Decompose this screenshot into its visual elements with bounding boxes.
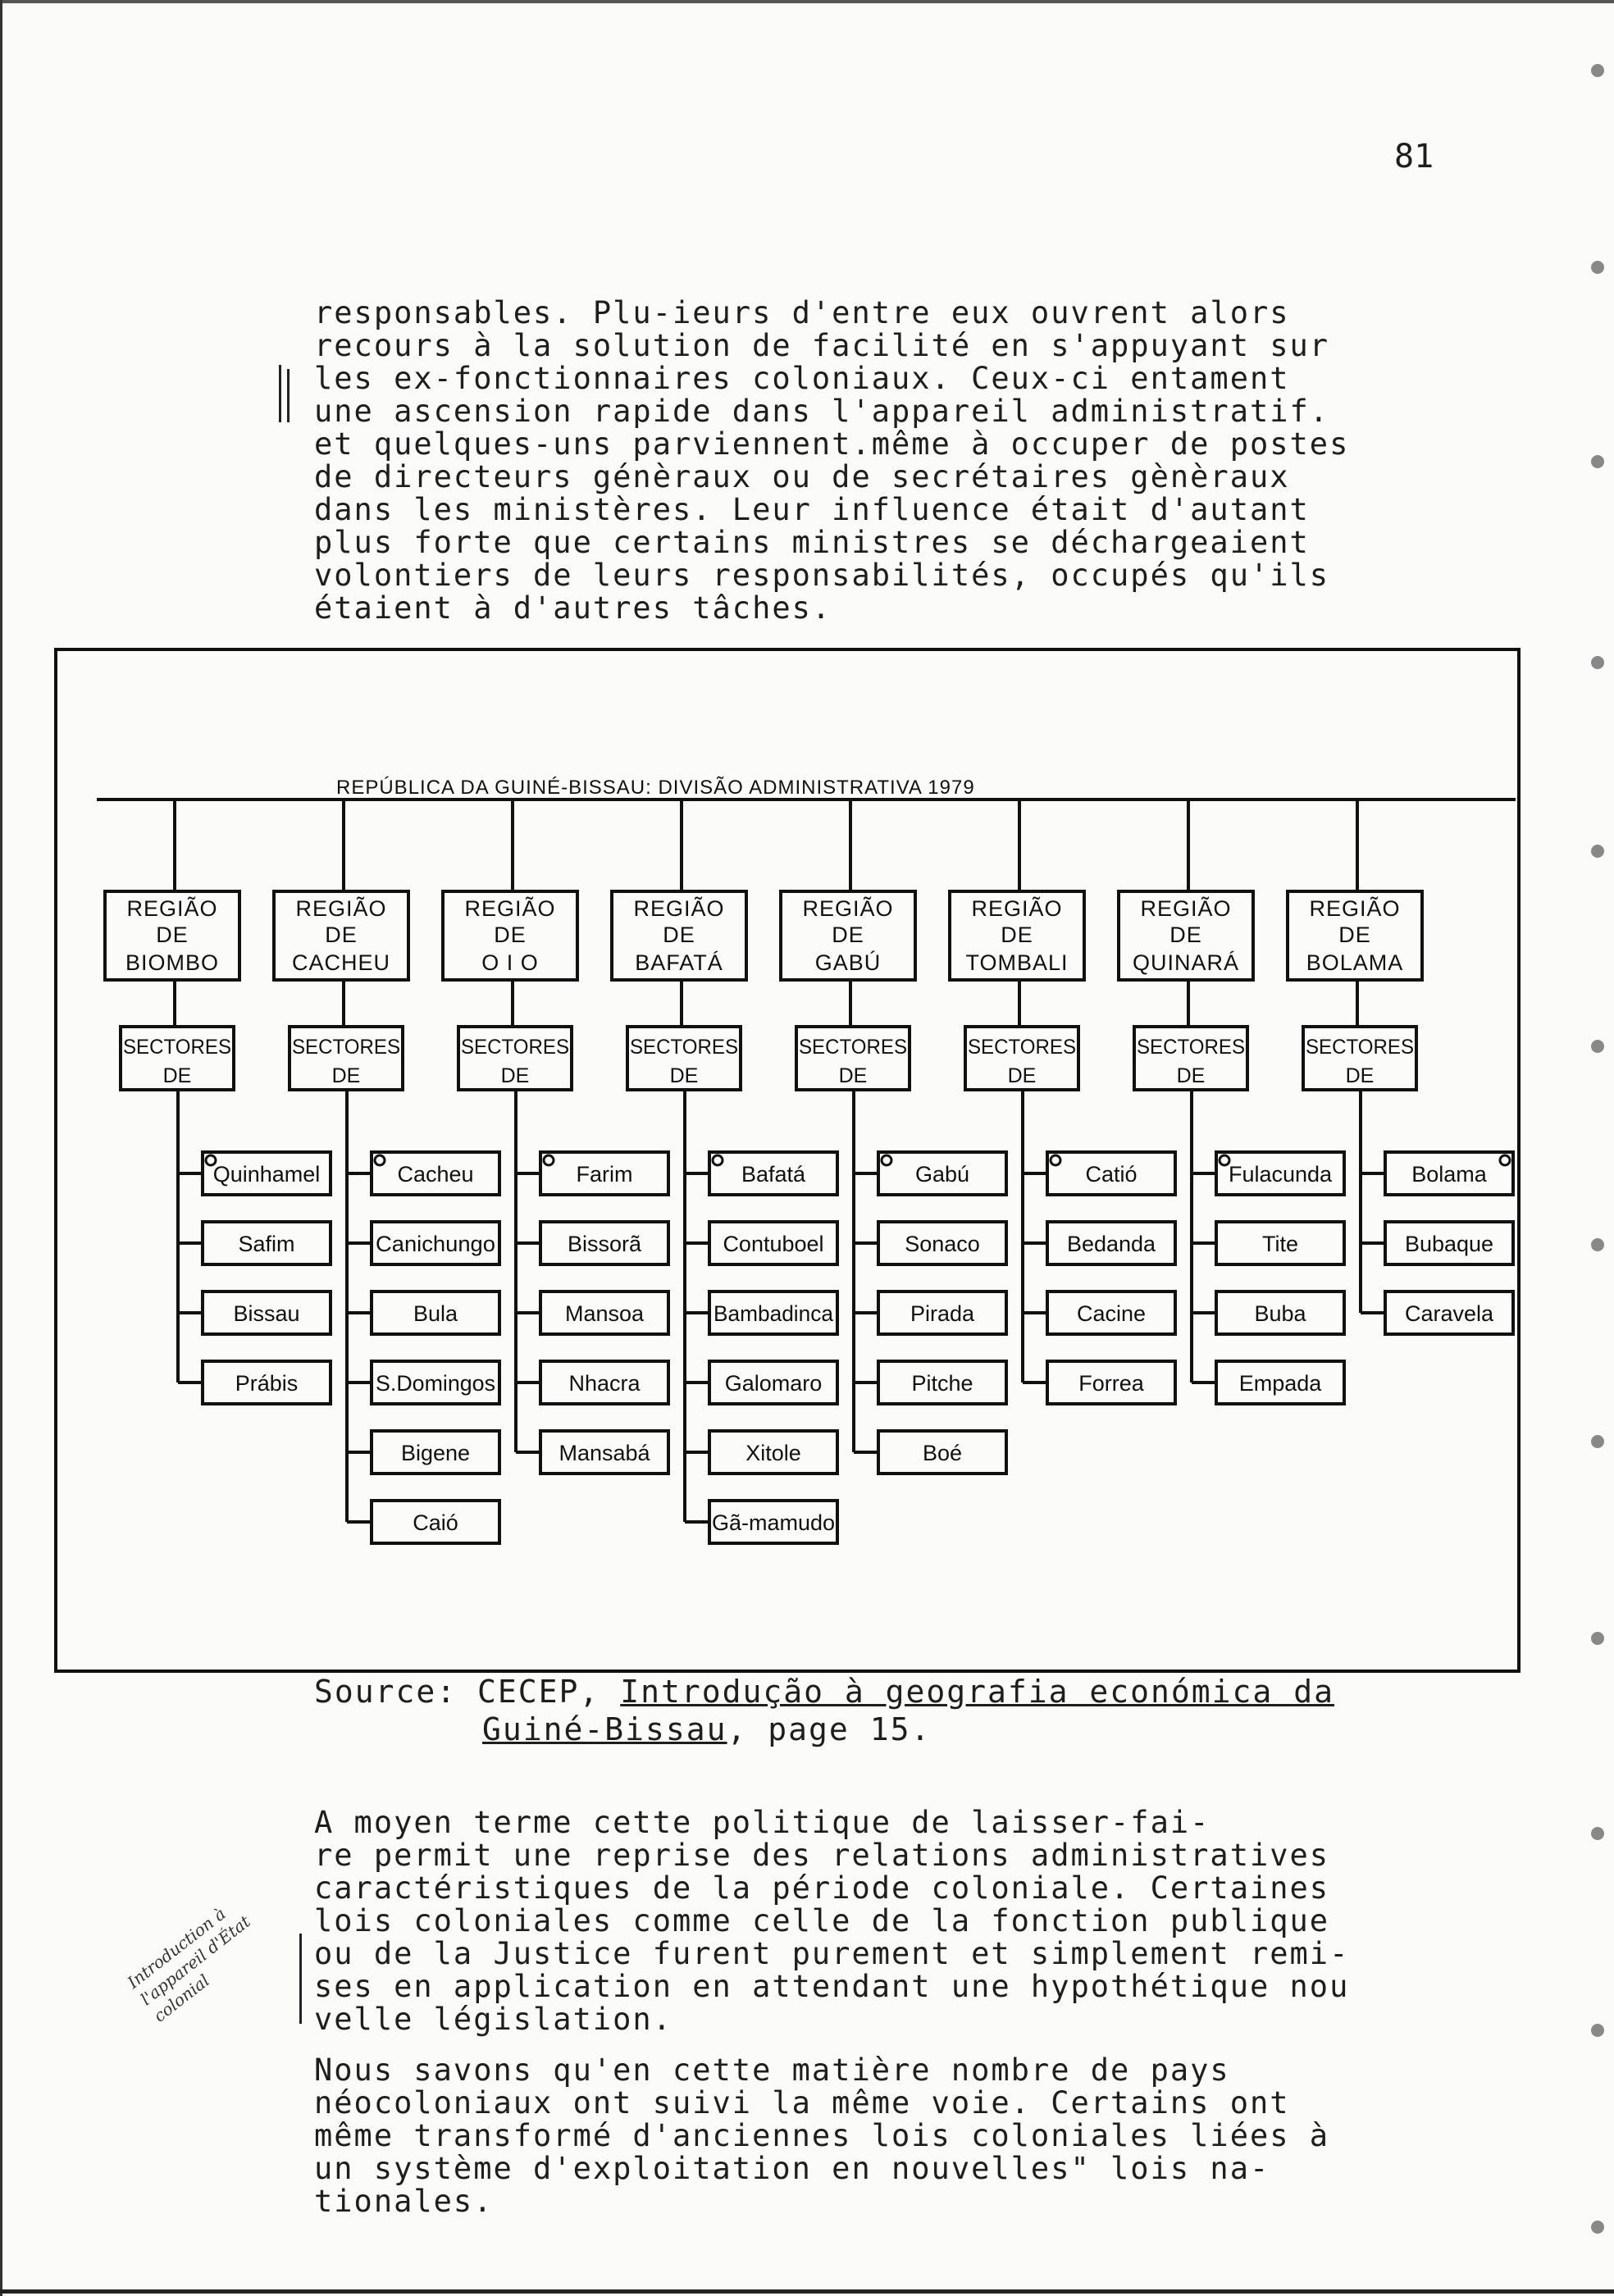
- region-de: DE: [494, 922, 527, 947]
- town-name-nhacra: Nhacra: [568, 1371, 641, 1396]
- town-name-s-domingos: S.Domingos: [376, 1371, 495, 1396]
- region-heading: REGIÃO: [633, 896, 725, 921]
- town-name-empada: Empada: [1238, 1371, 1322, 1396]
- town-name-cacine: Cacine: [1076, 1301, 1147, 1326]
- source-author: CECEP,: [477, 1674, 600, 1710]
- source-label: Source:: [314, 1674, 458, 1710]
- town-name-pitche: Pitche: [911, 1371, 973, 1396]
- region-heading: REGIÃO: [1309, 896, 1401, 921]
- town-name-ga-mamudo: Gã-mamudo: [711, 1510, 836, 1535]
- town-name-bissau: Bissau: [233, 1301, 300, 1326]
- region-de: DE: [1338, 922, 1371, 947]
- sectores-label: SECTORES: [799, 1036, 907, 1059]
- town-name-buba: Buba: [1254, 1301, 1306, 1326]
- sectores-label: SECTORES: [968, 1036, 1076, 1059]
- source-title-line2: Guiné-Bissau: [482, 1711, 727, 1747]
- sectores-de: DE: [1345, 1064, 1375, 1087]
- town-name-forrea: Forrea: [1078, 1371, 1144, 1396]
- region-de: DE: [1169, 922, 1202, 947]
- town-name-cacheu: Cacheu: [397, 1162, 474, 1187]
- region-de: DE: [832, 922, 864, 947]
- region-name-bolama: BOLAMA: [1306, 950, 1404, 975]
- town-name-catio: Catió: [1085, 1162, 1138, 1187]
- sectores-de: DE: [162, 1064, 192, 1087]
- town-name-galomaro: Galomaro: [724, 1371, 823, 1396]
- sectores-de: DE: [1176, 1064, 1206, 1087]
- town-name-mansaba: Mansabá: [559, 1441, 650, 1465]
- region-heading: REGIÃO: [464, 896, 556, 921]
- town-name-caravela: Caravela: [1404, 1301, 1494, 1326]
- handwritten-margin-note: Introduction à l'appareil d'État colonial: [123, 1903, 254, 2026]
- sectores-label: SECTORES: [1137, 1036, 1245, 1059]
- town-name-gabu: Gabú: [914, 1162, 970, 1187]
- paragraph-laisser-faire: A moyen terme cette politique de laisser-fai- re permit une reprise des relations administratives caractéristiques de la période coloniale. Certaines lois coloniales comme celle de la fonction publique ou de la Justice furent purement et simplement remi- ses en application en attendant une hypothétique nou velle législation.: [314, 1805, 1350, 2037]
- sectores-de: DE: [669, 1064, 699, 1087]
- region-de: DE: [663, 922, 695, 947]
- region-de: DE: [325, 922, 358, 947]
- town-name-bigene: Bigene: [400, 1441, 471, 1465]
- region-heading: REGIÃO: [1140, 896, 1232, 921]
- paragraph-responsables: responsables. Plu-ieurs d'entre eux ouvrent alors recours à la solution de facilité en s'appuyant sur les ex-fonctionnaires coloniaux. Ceux-ci entament une ascension rapide dans l'appareil administratif. et quelques-uns parviennent.même à occuper de postes de directeurs génèraux ou de secrétaires gènèraux dans les ministères. Leur influence était d'autant plus forte que certains ministres se déchargeaient volontiers de leurs responsabilités, occupés qu'ils étaient à d'autres tâches.: [314, 295, 1350, 626]
- town-name-mansoa: Mansoa: [564, 1301, 645, 1326]
- capital-marker-icon: [206, 1155, 216, 1165]
- sectores-label: SECTORES: [1306, 1036, 1414, 1059]
- sectores-de: DE: [500, 1064, 530, 1087]
- region-heading: REGIÃO: [295, 896, 387, 921]
- region-heading: REGIÃO: [971, 896, 1063, 921]
- region-name-tombali: TOMBALI: [965, 950, 1069, 975]
- margin-mark: [299, 1934, 302, 2024]
- town-name-farim: Farim: [576, 1162, 633, 1187]
- region-name-gabu: GABÚ: [814, 950, 882, 975]
- capital-marker-icon: [713, 1155, 723, 1165]
- town-name-bula: Bula: [413, 1301, 458, 1326]
- town-name-bambadinca: Bambadinca: [714, 1301, 834, 1326]
- sectores-de: DE: [838, 1064, 868, 1087]
- town-name-bolama: Bolama: [1411, 1162, 1487, 1187]
- town-name-prabis: Prábis: [235, 1371, 299, 1396]
- town-name-pirada: Pirada: [910, 1301, 975, 1326]
- capital-marker-icon: [375, 1155, 385, 1165]
- town-name-quinhamel: Quinhamel: [212, 1162, 321, 1187]
- sectores-de: DE: [331, 1064, 361, 1087]
- region-heading: REGIÃO: [802, 896, 894, 921]
- town-name-safim: Safim: [238, 1232, 295, 1256]
- source-title-line1: Introdução à geografia económica da: [620, 1674, 1334, 1710]
- chart-title: REPÚBLICA DA GUINÉ-BISSAU: DIVISÃO ADMINISTRATIVA 1979: [336, 777, 975, 799]
- region-name-bafata: BAFATÁ: [635, 950, 723, 975]
- sectores-label: SECTORES: [292, 1036, 400, 1059]
- capital-marker-icon: [1051, 1155, 1060, 1165]
- town-name-canichungo: Canichungo: [376, 1232, 495, 1256]
- region-name-o-i-o: O I O: [481, 950, 539, 975]
- region-de: DE: [1001, 922, 1033, 947]
- town-name-contuboel: Contuboel: [723, 1232, 824, 1256]
- region-heading: REGIÃO: [126, 896, 218, 921]
- town-name-tite: Tite: [1261, 1232, 1299, 1256]
- sectores-de: DE: [1007, 1064, 1037, 1087]
- sectores-label: SECTORES: [123, 1036, 231, 1059]
- region-de: DE: [156, 922, 189, 947]
- capital-marker-icon: [1220, 1155, 1229, 1165]
- town-name-boe: Boé: [922, 1441, 963, 1465]
- town-name-bissora: Bissorã: [567, 1232, 642, 1256]
- sectores-label: SECTORES: [461, 1036, 569, 1059]
- town-name-bubaque: Bubaque: [1404, 1232, 1494, 1256]
- town-name-caio: Caió: [413, 1510, 458, 1535]
- town-name-bafata: Bafatá: [741, 1162, 806, 1187]
- region-name-biombo: BIOMBO: [125, 950, 220, 975]
- town-name-bedanda: Bedanda: [1066, 1232, 1156, 1256]
- town-name-sonaco: Sonaco: [905, 1232, 980, 1256]
- capital-marker-icon: [1500, 1155, 1510, 1165]
- sectores-label: SECTORES: [630, 1036, 738, 1059]
- capital-marker-icon: [882, 1155, 891, 1165]
- town-name-xitole: Xitole: [745, 1441, 801, 1465]
- source-page-ref: , page 15.: [727, 1711, 932, 1747]
- paragraph-neocoloniaux: Nous savons qu'en cette matière nombre de pays néocoloniaux ont suivi la même voie. Certains ont même transformé d'anciennes lois coloniales liées à un système d'exploitation en nouvelles" lois na- tionales.: [314, 2052, 1330, 2219]
- page-number: 81: [1394, 138, 1434, 175]
- region-name-quinara: QUINARÁ: [1132, 950, 1240, 975]
- source-citation: [314, 1673, 1462, 1748]
- region-name-cacheu: CACHEU: [291, 950, 391, 975]
- town-name-fulacunda: Fulacunda: [1228, 1162, 1333, 1187]
- capital-marker-icon: [544, 1155, 554, 1165]
